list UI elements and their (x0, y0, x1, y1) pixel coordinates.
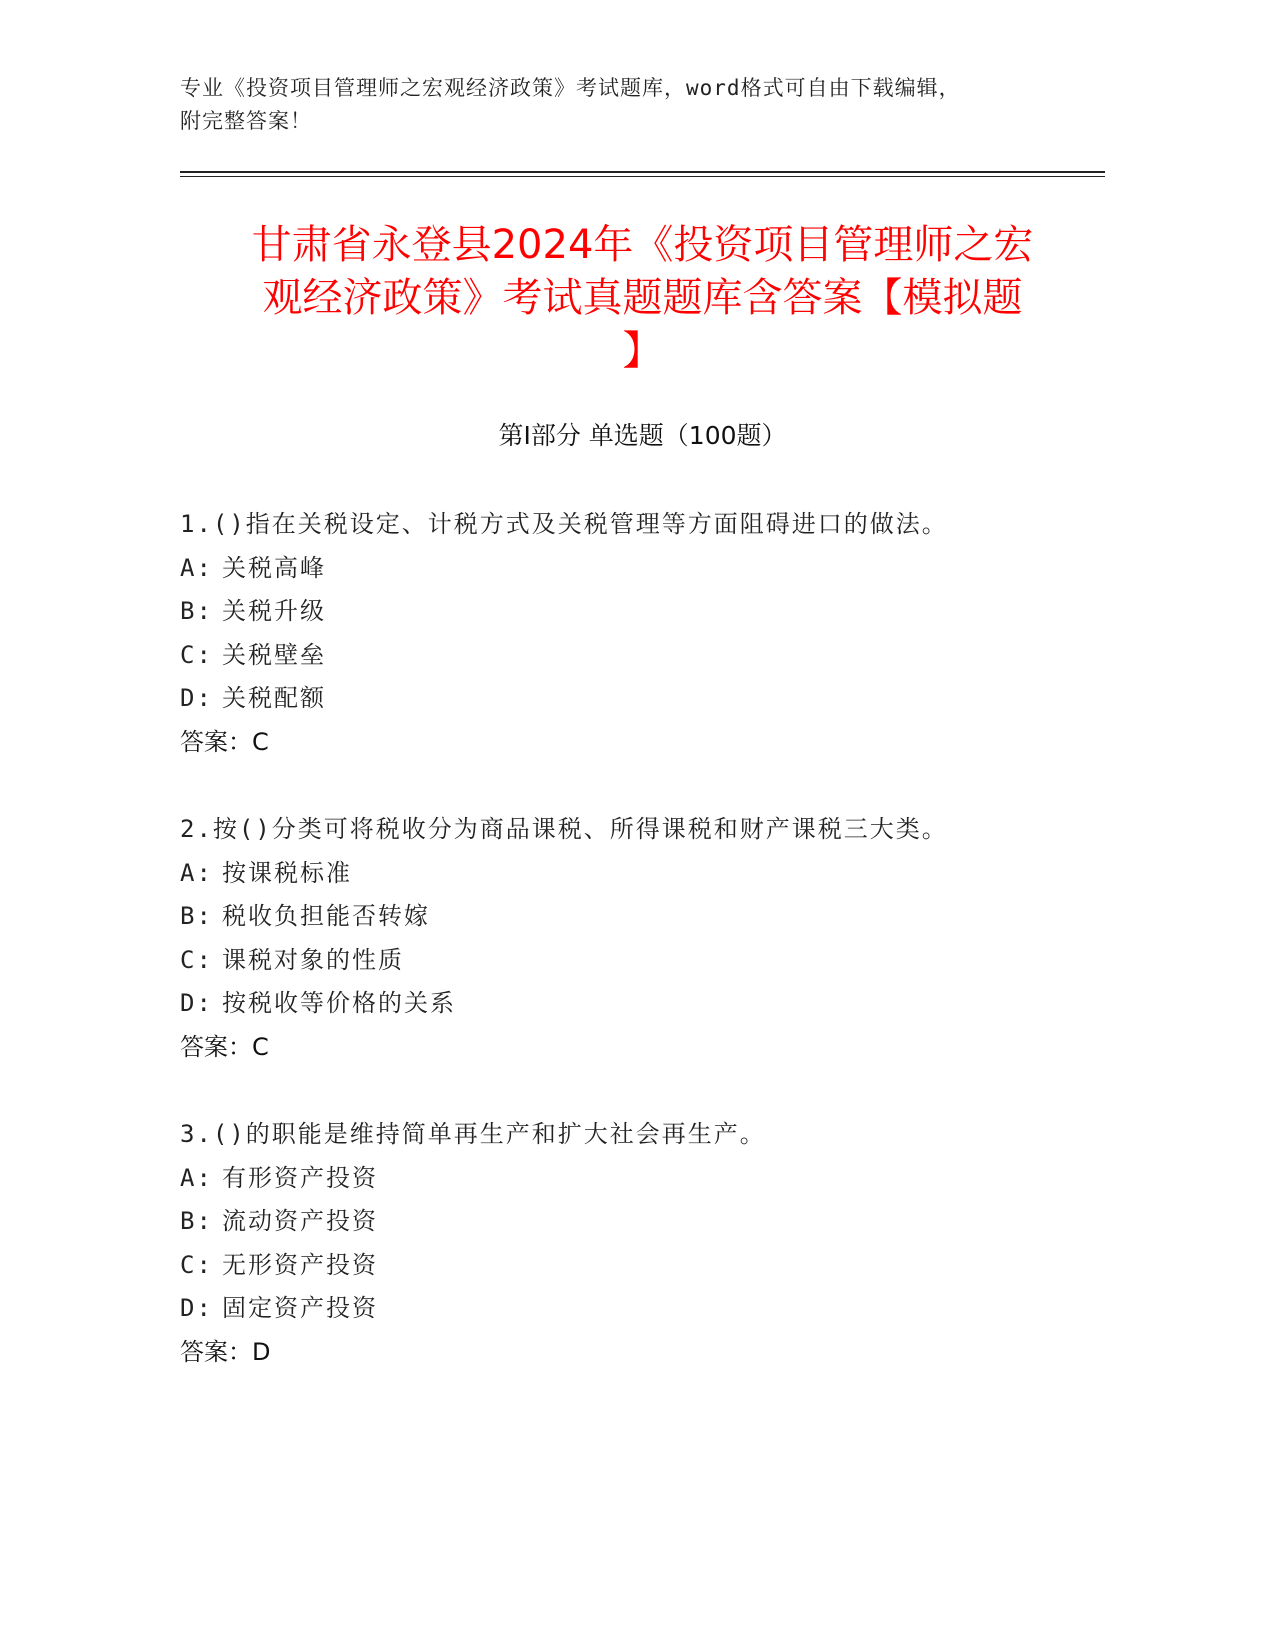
option-b (180, 901, 1105, 945)
question-stem: 3.()的职能是维持简单再生产和扩大社会再生产。 (180, 1120, 766, 1148)
document-title-line-3: 】 (622, 328, 663, 374)
option-letter: C: (180, 1250, 213, 1279)
option-letter: D: (180, 1294, 213, 1322)
question-stem: 1.()指在关税设定、计税方式及关税管理等方面阻碍进口的做法。 (180, 510, 948, 538)
option-letter: D: (180, 989, 213, 1017)
header-rule-thin (180, 176, 1105, 177)
option-text: 有形资产投资 (222, 1163, 378, 1192)
option-text: 按课税标准 (222, 858, 352, 887)
option-letter: C: (180, 640, 213, 669)
option-b (180, 1206, 1105, 1250)
option-text: 关税配额 (222, 684, 326, 712)
option-c (180, 945, 1105, 989)
option-c (180, 640, 1105, 684)
option-text: 税收负担能否转嫁 (222, 902, 430, 930)
option-text: 关税壁垒 (222, 640, 326, 669)
option-a (180, 1163, 1105, 1207)
header-rule-thick (180, 171, 1105, 173)
option-b (180, 596, 1105, 640)
option-text: 固定资产投资 (222, 1294, 378, 1322)
option-d (180, 988, 1105, 1032)
header-note-line-2: 附完整答案！ (180, 109, 312, 133)
option-text: 无形资产投资 (222, 1250, 378, 1279)
document-title-line-2: 观经济政策》考试真题题库含答案【模拟题 (262, 275, 1023, 321)
option-letter: A: (180, 1163, 213, 1192)
question-2 (180, 814, 1105, 1075)
section-heading: 第Ⅰ部分 单选题（100题） (498, 421, 787, 450)
document-title-line-1: 甘肃省永登县2024年《投资项目管理师之宏 (251, 222, 1034, 268)
option-letter: D: (180, 684, 213, 712)
answer-line: 答案：D (180, 1337, 271, 1366)
header-note (180, 72, 1105, 138)
document-title (170, 219, 1115, 378)
option-text: 课税对象的性质 (222, 945, 404, 974)
answer-line: 答案：C (180, 1032, 269, 1061)
option-d (180, 683, 1105, 727)
option-letter: B: (180, 597, 213, 625)
option-letter: A: (180, 553, 213, 582)
question-1 (180, 509, 1105, 770)
option-text: 关税升级 (222, 597, 326, 625)
header-note-line-1: 专业《投资项目管理师之宏观经济政策》考试题库，word格式可自由下载编辑， (180, 76, 961, 100)
option-text: 流动资产投资 (222, 1207, 378, 1235)
question-stem: 2.按()分类可将税收分为商品课税、所得课税和财产课税三大类。 (180, 815, 948, 843)
option-letter: B: (180, 1207, 213, 1235)
option-a (180, 858, 1105, 902)
answer-line: 答案：C (180, 727, 269, 756)
option-d (180, 1293, 1105, 1337)
question-3 (180, 1119, 1105, 1380)
option-letter: A: (180, 858, 213, 887)
option-text: 按税收等价格的关系 (222, 989, 456, 1017)
option-a (180, 553, 1105, 597)
option-text: 关税高峰 (222, 553, 326, 582)
option-letter: C: (180, 945, 213, 974)
option-c (180, 1250, 1105, 1294)
option-letter: B: (180, 902, 213, 930)
